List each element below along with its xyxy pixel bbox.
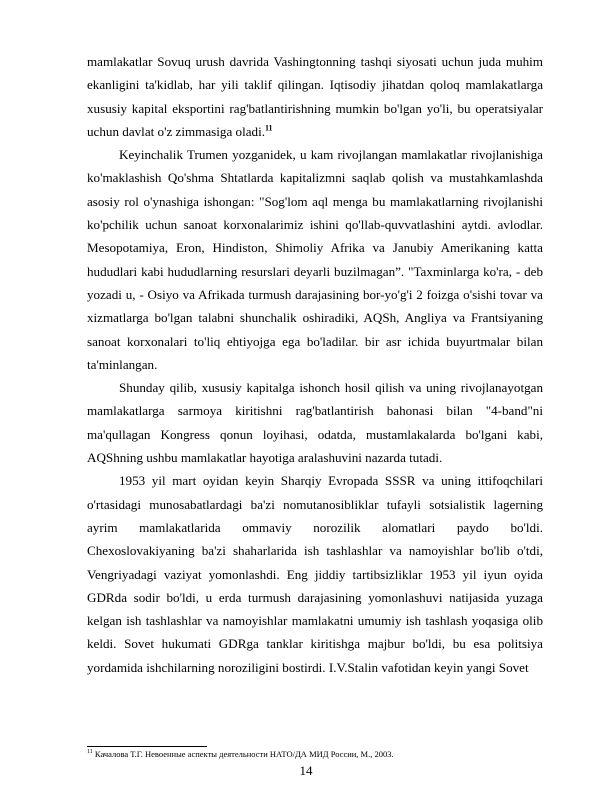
page-number: 14 <box>299 763 313 778</box>
footnote-divider <box>87 746 207 747</box>
paragraph-1-text: mamlakatlar Sovuq urush davrida Vashingtonning tashqi siyosati uchun juda muhim ekanligini ta'kidlab, har yili taklif qilingan. Iqtisodiy jihatdan qoloq mamlakatlarga xususiy kapital eksportini rag'batlantirishning mumkin bo'lgan yo'li, bu operatsiyalar uchun davlat o'z zimmasiga oladi. <box>87 54 543 139</box>
paragraph-4: 1953 yil mart oyidan keyin Sharqiy Evropada SSSR va uning ittifoqchilari o'rtasidagi munosabatlardagi ba'zi nomutanosibliklar tufayli sotsialistik lagerning ayrim mamlakatlarida ommaviy norozilik alomatlari paydo bo'ldi. Chexoslovakiyaning ba'zi shaharlarida ish tashlashlar va namoyishlar bo'lib o'tdi, Vengriyadagi vaziyat yomonlashdi. Eng jiddiy tartibsizliklar 1953 yil iyun oyida GDRda sodir bo'ldi, u erda turmush darajasining yomonlashuvi natijasida yuzaga kelgan ish tashlashlar va namoyishlar mamlakatni umumiy ish tashlash yoqasiga olib keldi. Sovet hukumati GDRga tanklar kiritishga majbur bo'ldi, bu esa politsiya yordamida ishchilarning noroziligini bostirdi. I.V.Stalin vafotidan keyin yangi Sovet <box>87 473 543 675</box>
paragraph-1 <box>87 50 543 143</box>
body-text <box>87 50 543 679</box>
footnote <box>87 749 543 760</box>
footnote-text: Качалова Т.Г. Невоенные аспекты деятельности НАТО/ДА МИД России, М., 2003. <box>94 749 394 759</box>
footnote-number: 11 <box>87 749 93 756</box>
paragraph-3: Shunday qilib, xususiy kapitalga ishonch hosil qilish va uning rivojlanayotgan mamlakatlarga sarmoya kiritishni rag'batlantirish bahonasi bilan "4-band"ni ma'qullagan Kongress qonun loyihasi, odatda, mustamlakalarda bo'lgani kabi, AQShning ushbu mamlakatlar hayotiga aralashuvini nazarda tutadi. <box>87 380 543 466</box>
paragraph-2: Keyinchalik Trumen yozganidek, u kam rivojlangan mamlakatlar rivojlanishiga ko'maklashish Qo'shma Shtatlarda kapitalizmni saqlab qolish va mustahkamlashda asosiy rol o'ynashiga ishongan: "Sog'lom aql menga bu mamlakatlarning rivojlanishi ko'pchilik uchun sanoat korxonalarimiz ishini qo'llab-quvvatlashini aytdi. avlodlar. Mesopotamiya, Eron, Hindiston, Shimoliy Afrika va Janubiy Amerikaning katta hududlari kabi hududlarning resurslari deyarli buzilmagan”. "Taxminlarga ko'ra, - deb yozadi u, - Osiyo va Afrikada turmush darajasining bor-yo'g'i 2 foizga o'sishi tovar va xizmatlarga bo'lgan talabni shunchalik oshiradiki, AQSh, Angliya va Frantsiyaning sanoat korxonalari to'liq ehtiyojga ega bo'ladilar. bir asr ichida buyurtmalar bilan ta'minlangan. <box>87 147 543 372</box>
footnote-ref[interactable]: 11 <box>264 123 273 133</box>
